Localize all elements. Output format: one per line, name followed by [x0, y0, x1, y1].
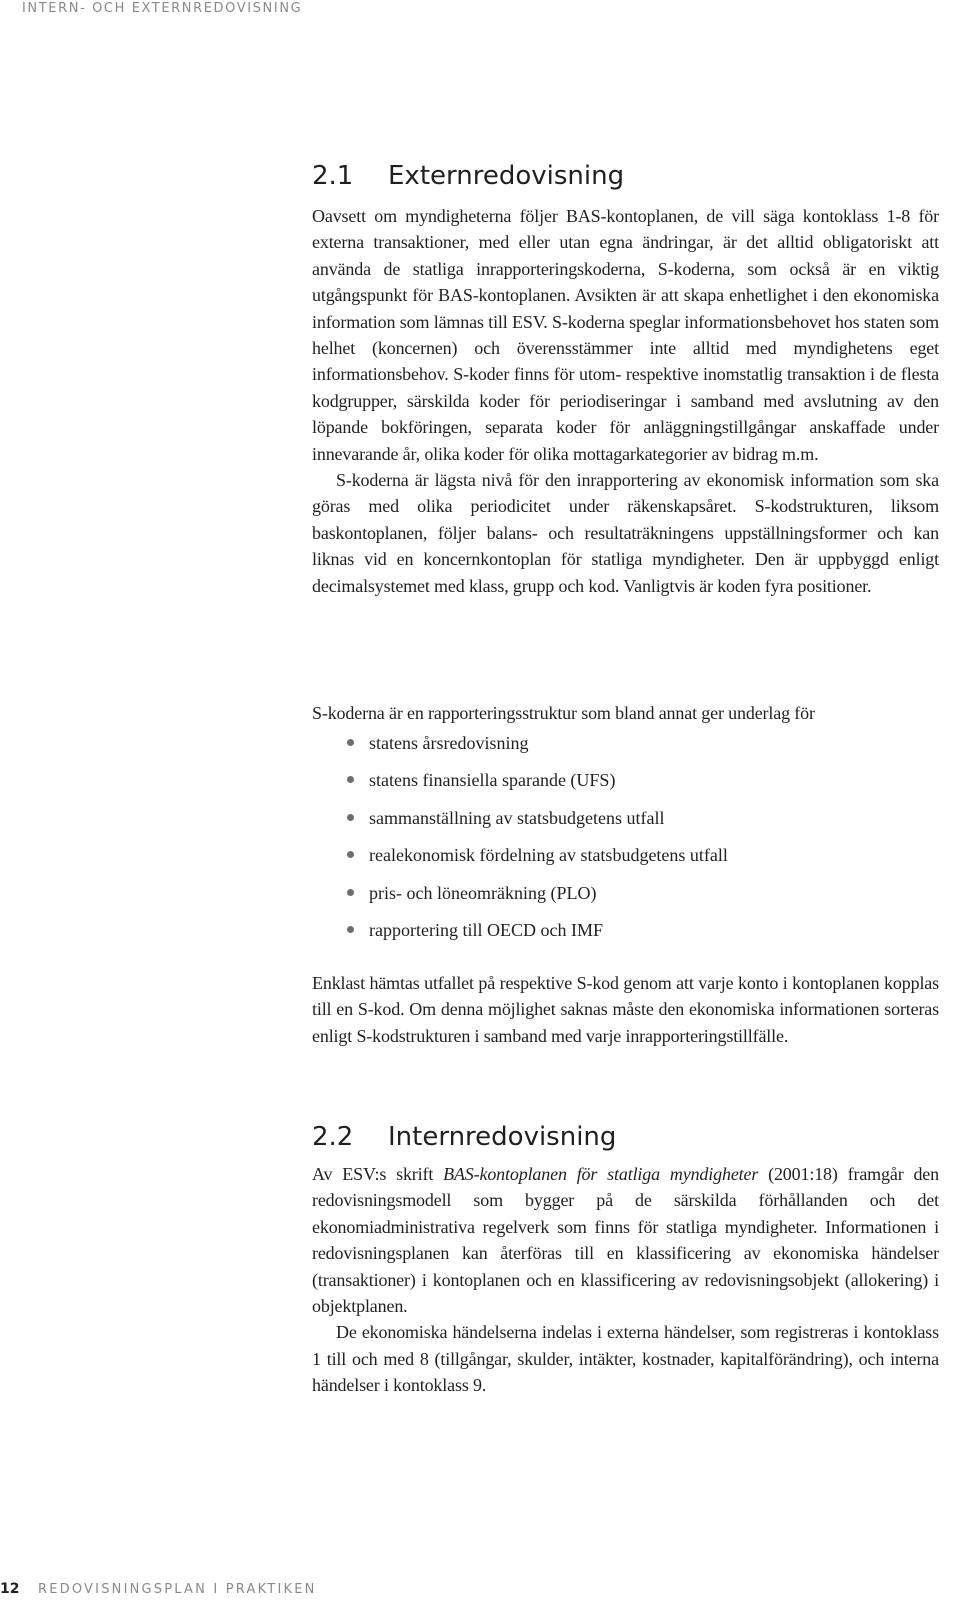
- body-paragraph: Oavsett om myndigheterna följer BAS-kontoplanen, de vill säga kontoklass 1-8 för externa transaktioner, med eller utan egna ändringar, är det alltid obligatoriskt att använda de statliga inrapporteringskoderna, S-koderna, som också är en viktig utgångspunkt för BAS-kontoplanen. Avsikten är att skapa enhetlighet i den ekonomiska information som lämnas till ESV. S-koderna speglar informationsbehovet hos staten som helhet (koncernen) och överensstämmer inte alltid med myndighetens eget informationsbehov. S-koder finns för utom- respektive inomstatlig transaktion i de flesta kodgrupper, särskilda koder för periodiseringar i samband med avslutning av den löpande bokföringen, separata koder för anläggningstillgångar anskaffade under innevarande år, olika koder för olika mottagarkategorier av bidrag m.m.: [312, 206, 939, 464]
- section-body-externredovisning: [312, 203, 939, 599]
- page-number: 12: [0, 1581, 20, 1597]
- list-item: sammanställning av statsbudgetens utfall: [312, 805, 939, 842]
- bullet-icon: [347, 814, 354, 821]
- bullet-icon: [347, 739, 354, 746]
- section-number: 2.1: [312, 161, 354, 191]
- list-item: statens finansiella sparande (UFS): [312, 767, 939, 804]
- list-item: pris- och löneomräkning (PLO): [312, 880, 939, 917]
- section-title: Externredovisning: [388, 161, 625, 191]
- publication-name: REDOVISNINGSPLAN I PRAKTIKEN: [38, 1582, 317, 1597]
- section-body-internredovisning: [312, 1161, 939, 1399]
- section-heading-externredovisning: [312, 160, 939, 192]
- running-head: INTERN- OCH EXTERNREDOVISNING: [22, 1, 303, 16]
- list-item: rapportering till OECD och IMF: [312, 917, 939, 954]
- section-number: 2.2: [312, 1122, 354, 1152]
- bullet-list: [312, 730, 939, 954]
- closing-paragraph: Enklast hämtas utfallet på respektive S-kod genom att varje konto i kontoplanen kopplas till en S-kod. Om denna möjlighet saknas måste den ekonomiska informationen sorteras enligt S-kodstrukturen i samband med varje inrapporteringstillfälle.: [312, 973, 939, 1046]
- list-item: statens årsredovisning: [312, 730, 939, 767]
- publication-title: BAS-kontoplanen för statliga myndigheter: [443, 1164, 759, 1184]
- list-item: realekonomisk fördelning av statsbudgetens utfall: [312, 842, 939, 879]
- section-title: Internredovisning: [388, 1122, 617, 1152]
- bullet-icon: [347, 851, 354, 858]
- bullet-icon: [347, 889, 354, 896]
- section-heading-internredovisning: [312, 1121, 939, 1153]
- page-footer: [0, 1577, 317, 1599]
- list-intro: S-koderna är en rapporteringsstruktur som bland annat ger underlag för: [312, 703, 815, 723]
- body-paragraph: S-koderna är lägsta nivå för den inrapportering av ekonomisk information som ska göras med olika periodicitet under räkenskapsåret. S-kodstrukturen, liksom baskontoplanen, följer balans- och resultaträkningens uppställningsformer och kan liknas vid en koncernkontoplan för statliga myndigheter. Den är uppbyggd enligt decimalsystemet med klass, grupp och kod. Vanligtvis är koden fyra positioner.: [312, 470, 939, 596]
- body-paragraph: De ekonomiska händelserna indelas i externa händelser, som registreras i kontoklass 1 till och med 8 (tillgångar, skulder, intäkter, kostnader, kapitalförändring), och interna händelser i kontoklass 9.: [312, 1322, 939, 1396]
- bullet-icon: [347, 776, 354, 783]
- bullet-icon: [347, 926, 354, 933]
- body-paragraph: Av ESV:s skrift BAS-kontoplanen för statliga myndigheter (2001:18) framgår den redovisningsmodell som bygger på de särskilda förhållanden och det ekonomiadministrativa regelverk som finns för statliga myndigheter. Informationen i redovisningsplanen kan återföras till en klassificering av ekonomiska händelser (transaktioner) i kontoplanen och en klassificering av redovisningsobjekt (allokering) i objektplanen.: [312, 1164, 939, 1317]
